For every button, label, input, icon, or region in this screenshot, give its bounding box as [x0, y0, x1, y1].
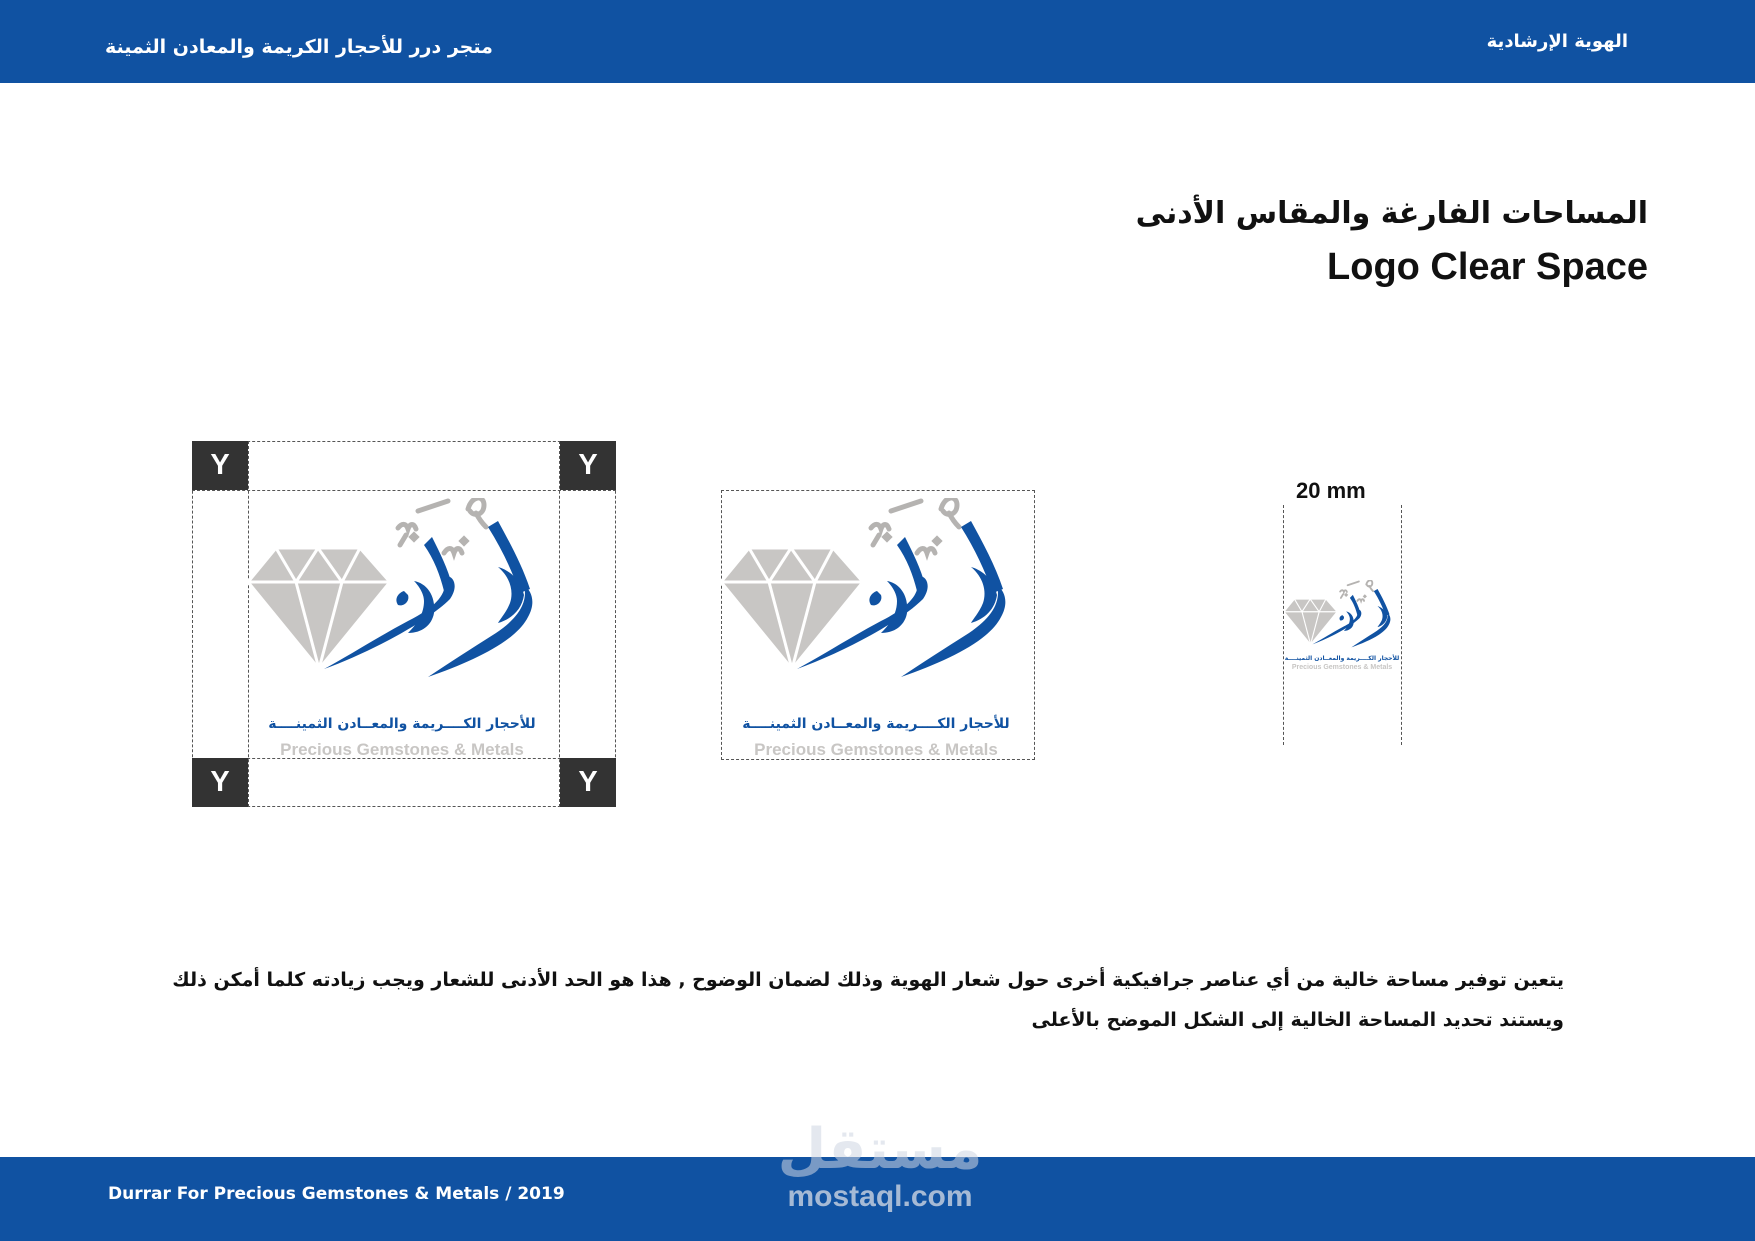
footer-caption: Durrar For Precious Gemstones & Metals / 2019 [108, 1184, 565, 1204]
description-line-2: ويستند تحديد المساحة الخالية إلى الشكل الموضح بالأعلى [1031, 1009, 1564, 1031]
description-line-1: يتعين توفير مساحة خالية من أي عناصر جرافيكية أخرى حول شعار الهوية وذلك لضمان الوضوح , هذا هو الحد الأدنى للشعار ويجب زيادته كلما أمكن ذلك [172, 969, 1564, 991]
minimum-size-label: 20 mm [1296, 478, 1366, 503]
watermark-arabic: مستقل [777, 1117, 983, 1182]
watermark-english: mostaql.com [787, 1180, 973, 1213]
clear-space-description [44, 960, 1564, 1040]
durrar-logo-mark [721, 498, 1031, 710]
header-store-title: متجر درر للأحجار الكريمة والمعادن الثمينة [105, 36, 493, 58]
logo-subtitle-english: Precious Gemstones & Metals [280, 740, 524, 759]
clear-space-marker-top-right: Y [560, 441, 616, 490]
logo-subtitle-english-small: Precious Gemstones & Metals [1291, 664, 1393, 671]
header-section-title: الهوية الإرشادية [1486, 31, 1628, 52]
section-title-arabic: المساحات الفارغة والمقاس الأدنى [1135, 196, 1648, 231]
clear-space-marker-bottom-left: Y [192, 758, 248, 807]
clear-space-marker-top-left: Y [192, 441, 248, 490]
durrar-logo-mark-small [1284, 580, 1400, 660]
logo-subtitle-arabic-small: للأحجار الكــــريمة والمعــادن الثمينــــة [1284, 655, 1400, 662]
logo-subtitle-arabic: للأحجار الكــــريمة والمعــادن الثمينــــة [268, 716, 536, 732]
mostaql-watermark [770, 1117, 990, 1214]
logo-subtitle-arabic: للأحجار الكــــريمة والمعــادن الثمينــــة [742, 716, 1010, 732]
section-title-english: Logo Clear Space [1327, 246, 1648, 288]
durrar-logo-mark [248, 498, 558, 710]
clear-space-marker-bottom-right: Y [560, 758, 616, 807]
logo-subtitle-english: Precious Gemstones & Metals [754, 740, 998, 759]
